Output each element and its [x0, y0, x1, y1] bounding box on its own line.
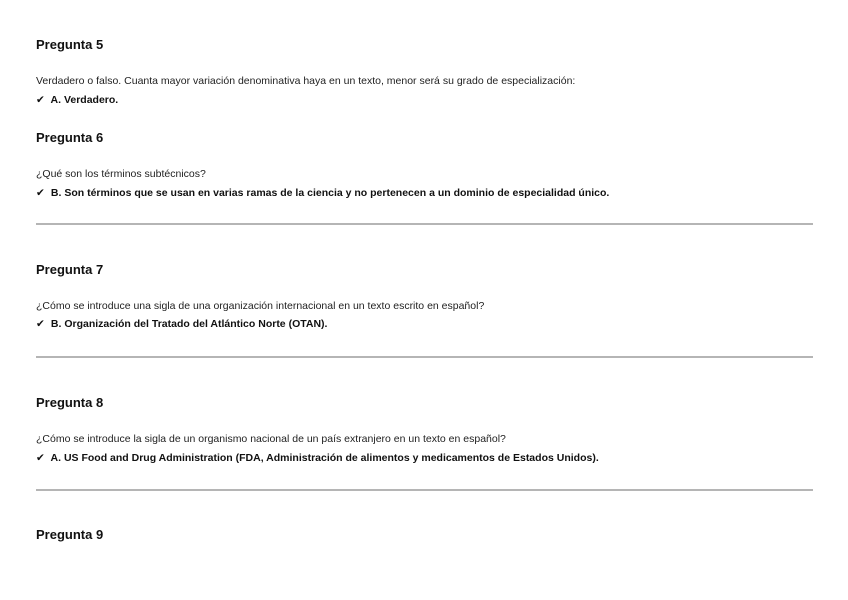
- question-9-title: Pregunta 9: [36, 527, 104, 542]
- checkmark-icon: ✔: [36, 187, 45, 199]
- checkmark-icon: ✔: [36, 452, 45, 464]
- question-8-title: Pregunta 8: [36, 395, 104, 410]
- question-8-answer-text: A. US Food and Drug Administration (FDA, Administración de alimentos y medicamentos de Estados Unidos).: [50, 452, 599, 464]
- question-6-answer-text: B. Son términos que se usan en varias ramas de la ciencia y no pertenecen a un dominio de especialidad único.: [50, 187, 610, 199]
- question-7-answer: [36, 318, 327, 330]
- question-7-title: Pregunta 7: [36, 262, 104, 277]
- checkmark-icon: ✔: [36, 318, 45, 330]
- section-divider: [36, 356, 813, 358]
- question-8-answer: [36, 452, 599, 464]
- question-6-answer: [36, 187, 609, 199]
- section-divider: [36, 489, 813, 491]
- question-7-text: ¿Cómo se introduce una sigla de una organización internacional en un texto escrito en español?: [36, 300, 485, 312]
- question-5-title: Pregunta 5: [36, 37, 104, 52]
- question-6-text: ¿Qué son los términos subtécnicos?: [36, 168, 206, 180]
- question-6-title: Pregunta 6: [36, 130, 104, 145]
- question-7-answer-text: B. Organización del Tratado del Atlántico Norte (OTAN).: [50, 318, 328, 330]
- checkmark-icon: ✔: [36, 94, 45, 106]
- section-divider: [36, 223, 813, 225]
- question-5-answer-text: A. Verdadero.: [50, 94, 119, 106]
- question-5-text: Verdadero o falso. Cuanta mayor variación denominativa haya en un texto, menor será su grado de especialización:: [36, 75, 576, 87]
- question-8-text: ¿Cómo se introduce la sigla de un organismo nacional de un país extranjero en un texto en español?: [36, 433, 506, 445]
- question-5-answer: [36, 94, 118, 106]
